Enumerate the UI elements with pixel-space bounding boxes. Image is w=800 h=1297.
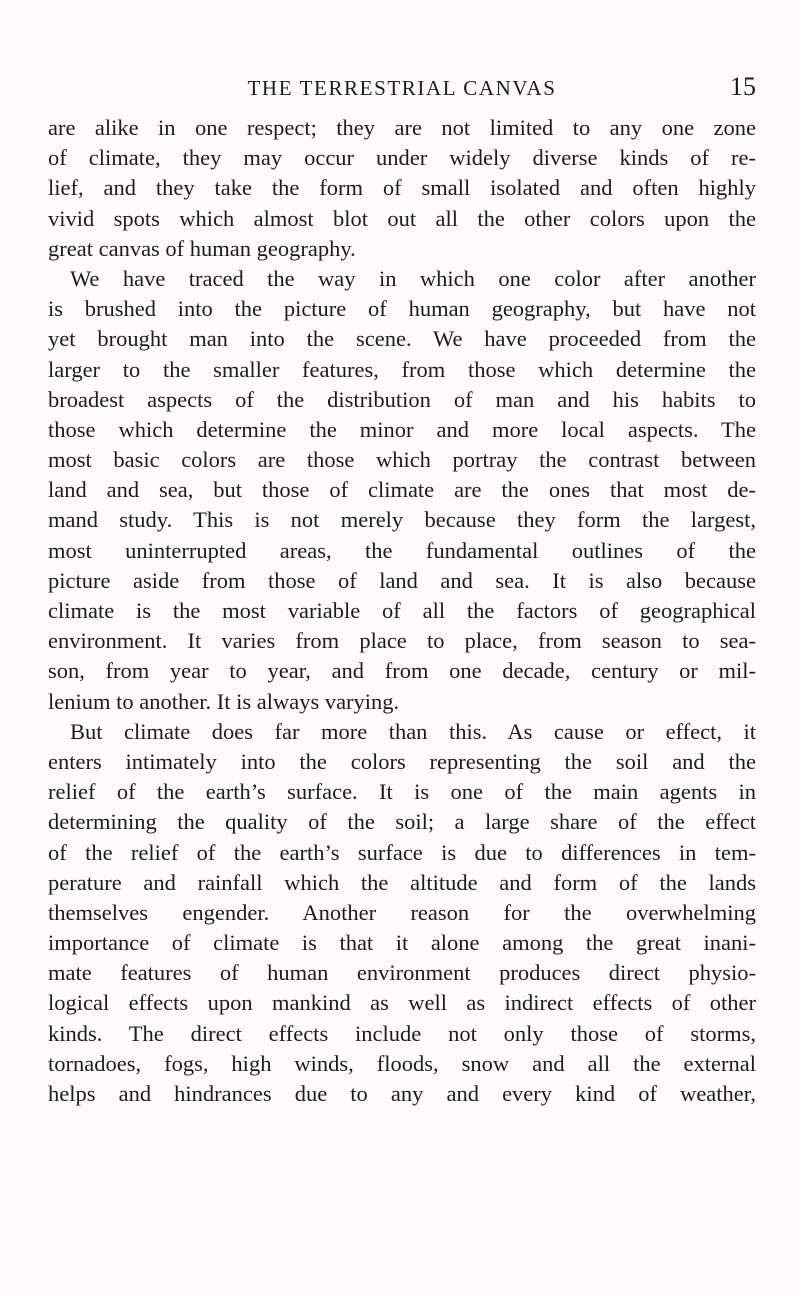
paragraph-2 — [48, 264, 756, 717]
text-line: mate features of human environment produces direct physio- — [48, 960, 756, 986]
text-line: kinds. The direct effects include not only those of storms, — [48, 1020, 756, 1046]
text-line: picture aside from those of land and sea. It is also because — [48, 567, 756, 593]
paragraph-1 — [48, 113, 756, 264]
text-line: is brushed into the picture of human geography, but have not — [48, 296, 756, 322]
text-line: larger to the smaller features, from those which determine the — [48, 356, 756, 382]
text-line: son, from year to year, and from one decade, century or mil- — [48, 658, 756, 684]
text-line: lief, and they take the form of small isolated and often highly — [48, 175, 756, 201]
text-line: are alike in one respect; they are not limited to any one zone — [48, 115, 756, 140]
text-line: environment. It varies from place to place, from season to sea- — [48, 628, 756, 654]
text-line: themselves engender. Another reason for the overwhelming — [48, 899, 756, 925]
text-line: most uninterrupted areas, the fundamental outlines of the — [48, 537, 756, 563]
text-line: mand study. This is not merely because they form the largest, — [48, 507, 756, 533]
paragraph-3 — [48, 717, 756, 1109]
text-line: enters intimately into the colors representing the soil and the — [48, 748, 756, 774]
text-line: relief of the earth’s surface. It is one of the main agents in — [48, 779, 756, 805]
running-head — [48, 72, 756, 104]
text-line: But climate does far more than this. As cause or effect, it — [70, 718, 756, 744]
running-title: THE TERRESTRIAL CANVAS — [247, 76, 557, 100]
text-line: tornadoes, fogs, high winds, floods, snow and all the external — [48, 1050, 756, 1076]
body-text — [48, 113, 756, 1109]
text-line: importance of climate is that it alone among the great inani- — [48, 930, 756, 956]
text-line: We have traced the way in which one color after another — [70, 265, 756, 291]
text-line: yet brought man into the scene. We have proceeded from the — [48, 326, 756, 352]
text-line: lenium to another. It is always varying. — [48, 688, 400, 714]
page-number: 15 — [730, 72, 756, 101]
book-page — [48, 0, 756, 1297]
text-line: land and sea, but those of climate are the ones that most de- — [48, 477, 756, 503]
text-line: vivid spots which almost blot out all the other colors upon the — [48, 205, 756, 231]
text-line: most basic colors are those which portray the contrast between — [48, 447, 756, 473]
text-line: of the relief of the earth’s surface is due to differences in tem- — [48, 839, 756, 865]
text-line: determining the quality of the soil; a large share of the effect — [48, 809, 756, 835]
text-line: broadest aspects of the distribution of man and his habits to — [48, 386, 756, 412]
text-line: perature and rainfall which the altitude and form of the lands — [48, 869, 756, 895]
text-line: those which determine the minor and more local aspects. The — [48, 416, 756, 442]
text-line: logical effects upon mankind as well as indirect effects of other — [48, 990, 756, 1016]
text-line: climate is the most variable of all the factors of geographical — [48, 598, 756, 623]
text-line: great canvas of human geography. — [48, 235, 356, 261]
text-line: helps and hindrances due to any and every kind of weather, — [48, 1081, 756, 1106]
text-line: of climate, they may occur under widely diverse kinds of re- — [48, 145, 756, 171]
